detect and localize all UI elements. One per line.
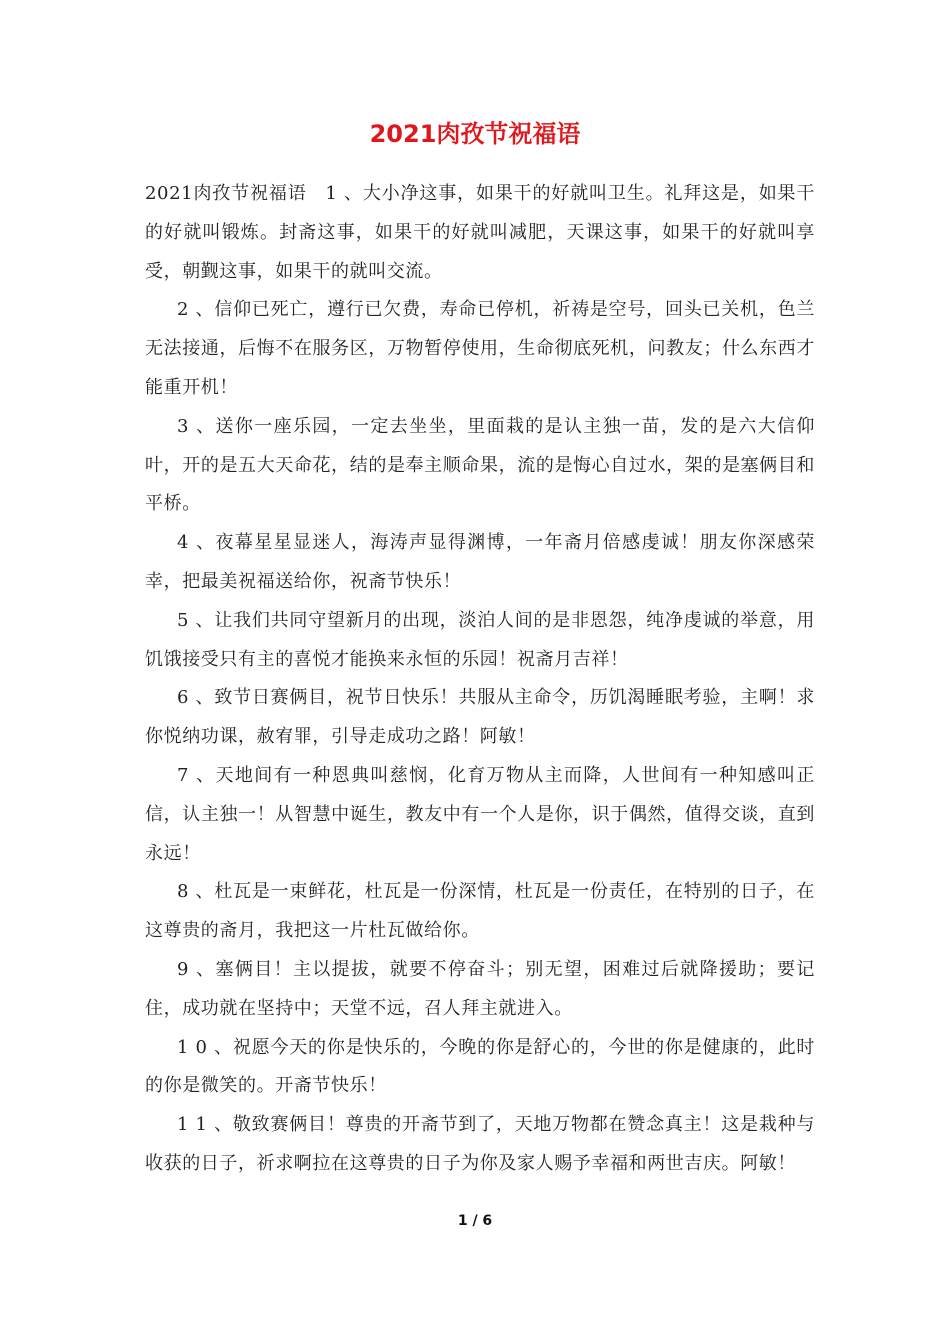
paragraph: 3 、送你一座乐园，一定去坐坐，里面栽的是认主独一苗，发的是六大信仰叶，开的是五大天命花，结的是奉主顺命果，流的是悔心自过水，架的是塞俩目和平桥。 (145, 415, 815, 515)
paragraph: 2021肉孜节祝福语 1 、大小净这事，如果干的好就叫卫生。礼拜这是，如果干的好就叫锻炼。封斋这事，如果干的好就叫减肥，天课这事，如果干的好就叫享受，朝觐这事，如果干的就叫交流。 (145, 183, 815, 282)
paragraph: 1 1 、敬致赛俩目！尊贵的开斋节到了，天地万物都在赞念真主！这是栽种与收获的日子，祈求啊拉在这尊贵的日子为你及家人赐予幸福和两世吉庆。阿敏！ (145, 1114, 815, 1174)
paragraph: 4 、夜幕星星显迷人，海涛声显得渊博，一年斋月倍感虔诚！朋友你深感荣幸，把最美祝福送给你，祝斋节快乐！ (145, 532, 815, 592)
document-body (145, 175, 815, 1184)
paragraph: 9 、塞俩目！主以提拔，就要不停奋斗；别无望，困难过后就降援助；要记住，成功就在坚持中；天堂不远，召人拜主就进入。 (145, 958, 815, 1019)
paragraph: 1 0 、祝愿今天的你是快乐的，今晚的你是舒心的，今世的你是健康的，此时的你是微笑的。开斋节快乐！ (145, 1036, 815, 1097)
paragraph: 2 、信仰已死亡，遵行已欠费，寿命已停机，祈祷是空号，回头已关机，色兰无法接通，后悔不在服务区，万物暂停使用，生命彻底死机，问教友；什么东西才能重开机！ (145, 299, 815, 398)
paragraph: 6 、致节日赛俩目，祝节日快乐！共服从主命令，历饥渴睡眠考验，主啊！求你悦纳功课，赦宥罪，引导走成功之路！阿敏！ (145, 687, 815, 748)
page-number: 1 / 6 (457, 1213, 493, 1229)
paragraph: 7 、天地间有一种恩典叫慈悯，化育万物从主而降，人世间有一种知感叫正信，认主独一！从智慧中诞生，教友中有一个人是你，识于偶然，值得交谈，直到永远！ (145, 764, 815, 864)
paragraph: 5 、让我们共同守望新月的出现，淡泊人间的是非恩怨，纯净虔诚的举意，用饥饿接受只有主的喜悦才能换来永恒的乐园！祝斋月吉祥！ (145, 609, 815, 670)
document-title: 2021肉孜节祝福语 (369, 120, 581, 148)
paragraph: 8 、杜瓦是一束鲜花，杜瓦是一份深情，杜瓦是一份责任，在特别的日子，在这尊贵的斋月，我把这一片杜瓦做给你。 (145, 881, 815, 942)
